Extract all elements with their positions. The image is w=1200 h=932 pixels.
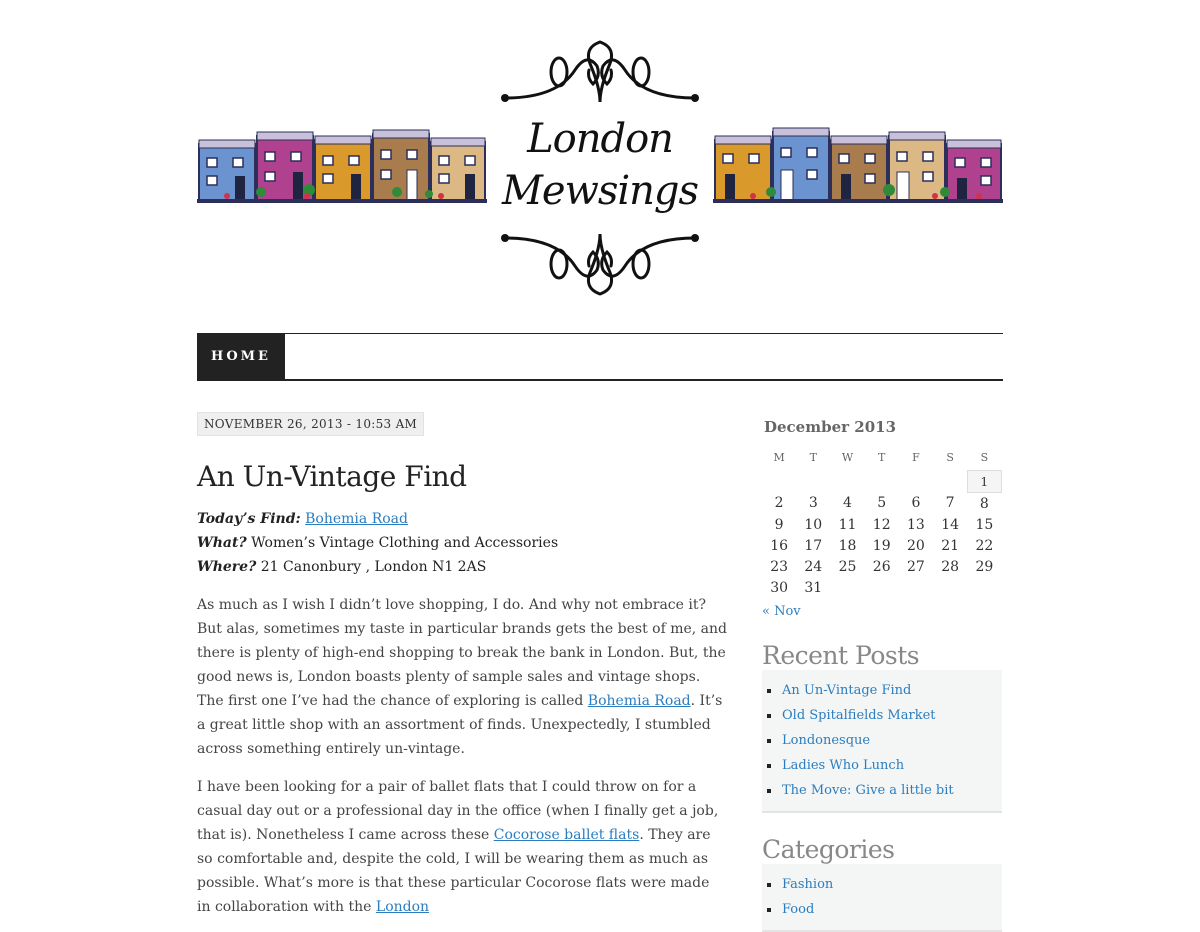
calendar-week-row <box>762 471 1002 493</box>
calendar-day: 6 <box>911 495 921 512</box>
calendar-week-row <box>762 493 1002 515</box>
calendar-day: 9 <box>774 516 784 533</box>
recent-post-link[interactable]: An Un-Vintage Find <box>762 678 1002 703</box>
calendar-day: 10 <box>804 516 823 533</box>
where-label: Where? <box>197 559 257 575</box>
calendar-day: 8 <box>979 495 989 512</box>
calendar-day: 5 <box>877 495 887 512</box>
calendar-day: 31 <box>804 579 823 596</box>
calendar-day: 22 <box>975 537 994 554</box>
calendar-day <box>967 577 1001 598</box>
calendar-day: 3 <box>808 495 818 512</box>
calendar-day: 26 <box>872 558 891 575</box>
calendar-day-header: T <box>809 450 817 464</box>
calendar-day: 19 <box>872 537 891 554</box>
site-header <box>197 30 1003 310</box>
calendar-day: 12 <box>872 516 891 533</box>
post-find-line <box>197 507 727 531</box>
calendar-day: 20 <box>907 537 925 554</box>
calendar-day: 4 <box>843 495 852 512</box>
calendar-day-header: M <box>773 450 785 464</box>
calendar-day: 24 <box>804 558 823 575</box>
bohemia-road-link[interactable]: Bohemia Road <box>587 693 691 709</box>
categories-list <box>762 864 1002 932</box>
calendar-day: 11 <box>838 516 857 533</box>
calendar-day <box>865 577 899 598</box>
categories-title: Categories <box>762 835 895 864</box>
post-what-line <box>197 531 727 555</box>
logo-text-line1: London <box>527 116 673 162</box>
calendar-prev-month-link[interactable]: « Nov <box>762 604 801 619</box>
category-link-fashion[interactable]: Fashion <box>762 872 1002 897</box>
calendar-day-header: T <box>878 450 886 464</box>
calendar-day <box>865 471 899 493</box>
paragraph-2-text-a: I have been looking for a pair of ballet flats that I could throw on for a casual day out or a professional day in the office (when I finally get a job, that is). Nonetheless I came across these <box>197 779 719 843</box>
calendar-day: 30 <box>770 579 789 596</box>
find-link[interactable]: Bohemia Road <box>305 511 408 527</box>
calendar-day: 2 <box>774 495 784 512</box>
cocorose-link[interactable]: Cocorose ballet flats <box>493 827 640 843</box>
post-where-line <box>197 555 727 579</box>
calendar-day: 23 <box>770 558 789 575</box>
calendar-day <box>899 577 933 598</box>
calendar-day <box>796 471 830 493</box>
houses-illustration-left <box>197 126 487 204</box>
calendar-day: 28 <box>941 558 960 575</box>
calendar-day <box>933 577 967 598</box>
category-link-food[interactable]: Food <box>762 897 1002 922</box>
calendar-day-today: 1 <box>967 471 1001 493</box>
recent-post-link[interactable]: Londonesque <box>762 728 1002 753</box>
recent-post-link[interactable]: Old Spitalfields Market <box>762 703 1002 728</box>
recent-posts-list <box>762 670 1002 813</box>
calendar-day: 25 <box>838 558 857 575</box>
calendar-week-row <box>762 577 1002 598</box>
houses-illustration-right <box>713 126 1003 204</box>
post-title[interactable]: An Un-Vintage Find <box>197 460 467 493</box>
post-paragraph-1 <box>197 593 727 761</box>
paragraph-1-text-b: . It’s a great little shop with an assortment of finds. Unexpectedly, I stumbled across something entirely un-vintage. <box>197 693 723 757</box>
post-paragraph-2 <box>197 775 727 919</box>
calendar-caption: December 2013 <box>764 418 897 436</box>
calendar-day: 15 <box>975 516 994 533</box>
calendar-week-row <box>762 514 1002 535</box>
post-date[interactable]: NOVEMBER 26, 2013 - 10:53 AM <box>197 412 424 436</box>
nav-item-home[interactable]: HOME <box>197 334 285 379</box>
where-value: 21 Canonbury , London N1 2AS <box>260 559 487 575</box>
calendar-day: 13 <box>907 516 925 533</box>
calendar-week-row <box>762 556 1002 577</box>
calendar-day: 29 <box>975 558 994 575</box>
calendar-day: 14 <box>941 516 960 533</box>
calendar-day: 27 <box>907 558 925 575</box>
calendar-day <box>899 471 933 493</box>
sidebar <box>762 418 1002 932</box>
main-navigation <box>197 333 1003 381</box>
calendar-day-header: W <box>841 450 854 464</box>
calendar-day: 21 <box>941 537 960 554</box>
calendar-day: 16 <box>770 537 789 554</box>
paragraph-1-text-a: As much as I wish I didn’t love shopping, I do. And why not embrace it? But alas, sometimes my taste in particular brands gets the best of me, and there is plenty of high-end shopping to break the bank in London. But, the good news is, London boasts plenty of sample sales and vintage shops. The first one I’ve had the chance of exploring is called <box>197 597 727 709</box>
logo-text-line2: Mewsings <box>501 168 699 214</box>
what-label: What? <box>197 535 247 551</box>
calendar-day <box>830 471 864 493</box>
blog-post <box>197 412 727 919</box>
calendar-day <box>830 577 864 598</box>
calendar-day: 18 <box>838 537 857 554</box>
london-link[interactable]: London <box>375 899 430 915</box>
calendar-day-header: S <box>980 450 989 464</box>
recent-posts-title: Recent Posts <box>762 641 920 670</box>
site-logo[interactable] <box>497 30 703 305</box>
calendar-day <box>933 471 967 493</box>
calendar-day-header: F <box>912 450 920 464</box>
paragraph-2-text-b: . They are so comfortable and, despite the cold, I will be wearing them as much as possible. What’s more is that these particular Cocorose flats were made in collaboration with the <box>197 827 711 915</box>
recent-post-link[interactable]: Ladies Who Lunch <box>762 753 1002 778</box>
calendar-header-row <box>762 444 1002 471</box>
calendar-day: 17 <box>804 537 823 554</box>
calendar-day-header: S <box>946 450 954 464</box>
what-value: Women’s Vintage Clothing and Accessories <box>251 535 559 551</box>
calendar-day <box>762 471 796 493</box>
find-label: Today’s Find: <box>197 511 301 527</box>
calendar-day: 7 <box>945 495 955 512</box>
recent-post-link[interactable]: The Move: Give a little bit <box>762 778 1002 803</box>
calendar-week-row <box>762 535 1002 556</box>
calendar-table <box>762 444 1002 598</box>
